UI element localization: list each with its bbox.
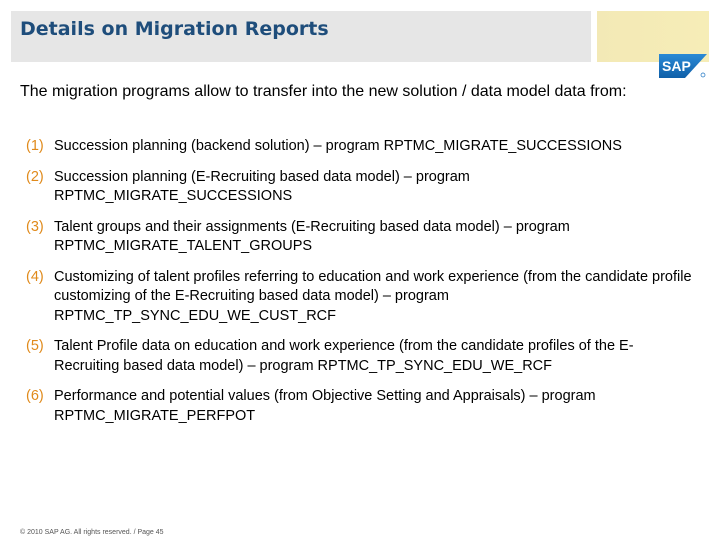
list-item-number: (4) [26, 268, 44, 285]
sap-logo [659, 54, 707, 78]
list-item [26, 268, 694, 327]
intro-text: The migration programs allow to transfer into the new solution / data model data from: [20, 83, 627, 100]
list-item-text: Performance and potential values (from Objective Setting and Appraisals) – program RPTMC_MIGRATE_PERFPOT [54, 388, 596, 424]
list-item-text: Customizing of talent profiles referring to education and work experience (from the candidate profile customizing of the E-Recruiting based data model) – program RPTMC_TP_SYNC_EDU_WE_CUST_RCF [54, 268, 692, 324]
list-item-number: (6) [26, 388, 44, 404]
list-item [26, 168, 694, 207]
list-item-text: Talent groups and their assignments (E-Recruiting based data model) – program RPTMC_MIGRATE_TALENT_GROUPS [54, 218, 570, 254]
copyright-footer: © 2010 SAP AG. All rights reserved. / Page 45 [20, 529, 164, 536]
list-item-number: (3) [26, 218, 44, 235]
list-item [26, 137, 694, 157]
list-item-text: Talent Profile data on education and work experience (from the candidate profiles of the E-Recruiting based data model) – program RPTMC_TP_SYNC_EDU_WE_RCF [54, 338, 634, 374]
list-item-text: Succession planning (E-Recruiting based data model) – program RPTMC_MIGRATE_SUCCESSIONS [54, 168, 470, 204]
list-item [26, 387, 694, 426]
list-item-number: (2) [26, 168, 44, 185]
page-title: Details on Migration Reports [20, 18, 329, 40]
sap-logo-text: SAP [662, 58, 691, 74]
list-item-number: (1) [26, 138, 44, 154]
list-item [26, 218, 694, 257]
list-item-text: Succession planning (backend solution) – program RPTMC_MIGRATE_SUCCESSIONS [54, 138, 622, 154]
migration-program-list [26, 137, 694, 437]
list-item [26, 337, 694, 376]
list-item-number: (5) [26, 338, 44, 354]
